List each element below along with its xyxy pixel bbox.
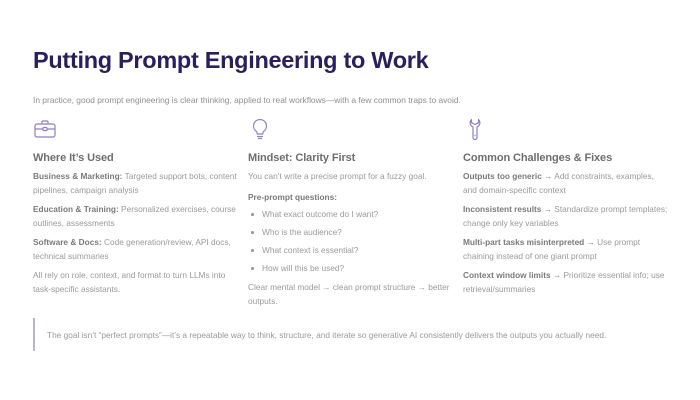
list-item: Who is the audience? — [248, 225, 453, 239]
mindset-intro: You can’t write a precise prompt for a fuzzy goal. — [248, 171, 427, 181]
column-title: Common Challenges & Fixes — [463, 152, 613, 164]
column-mindset — [248, 117, 453, 308]
challenge-item: Inconsistent results → Standardize prompt templates; change only key variables — [463, 204, 668, 228]
challenge-item: Outputs too generic → Add constraints, examples, and domain-specific context — [463, 171, 654, 195]
column-footer: All rely on role, context, and format to turn LLMs into task-specific assistants. — [33, 270, 226, 294]
briefcase-icon — [33, 117, 57, 141]
column-footer: Clear mental model → clean prompt structure → better outputs. — [248, 282, 450, 306]
page-subtitle: In practice, good prompt engineering is clear thinking, applied to real workflows—with a few common traps to avoid. — [33, 95, 461, 105]
lightbulb-icon — [248, 117, 272, 141]
challenge-item: Context window limits → Prioritize essential info; use retrieval/summaries — [463, 270, 665, 294]
column-title: Where It’s Used — [33, 152, 114, 164]
callout-quote — [33, 318, 606, 351]
quote-text: The goal isn’t “perfect prompts”—it’s a repeatable way to think, structure, and iterate so generative AI consistently delivers the outputs you actually need. — [47, 329, 607, 340]
list-item: What exact outcome do I want? — [248, 207, 453, 221]
use-case-software: Software & Docs: Code generation/review, API docs, technical summaries — [33, 237, 231, 261]
use-case-business: Business & Marketing: Targeted support bots, content pipelines, campaign analysis — [33, 171, 237, 195]
page-title: Putting Prompt Engineering to Work — [33, 47, 429, 73]
use-case-education: Education & Training: Personalized exercises, course outlines, assessments — [33, 204, 236, 228]
column-challenges — [463, 117, 668, 296]
wrench-icon — [463, 117, 487, 141]
column-title: Mindset: Clarity First — [248, 152, 356, 164]
questions-list — [248, 207, 453, 275]
questions-label: Pre-prompt questions: — [248, 192, 337, 202]
column-where-used — [33, 117, 238, 296]
list-item: How will this be used? — [248, 261, 453, 275]
list-item: What context is essential? — [248, 243, 453, 257]
challenge-item: Multi-part tasks misinterpreted → Use prompt chaining instead of one giant prompt — [463, 237, 641, 261]
